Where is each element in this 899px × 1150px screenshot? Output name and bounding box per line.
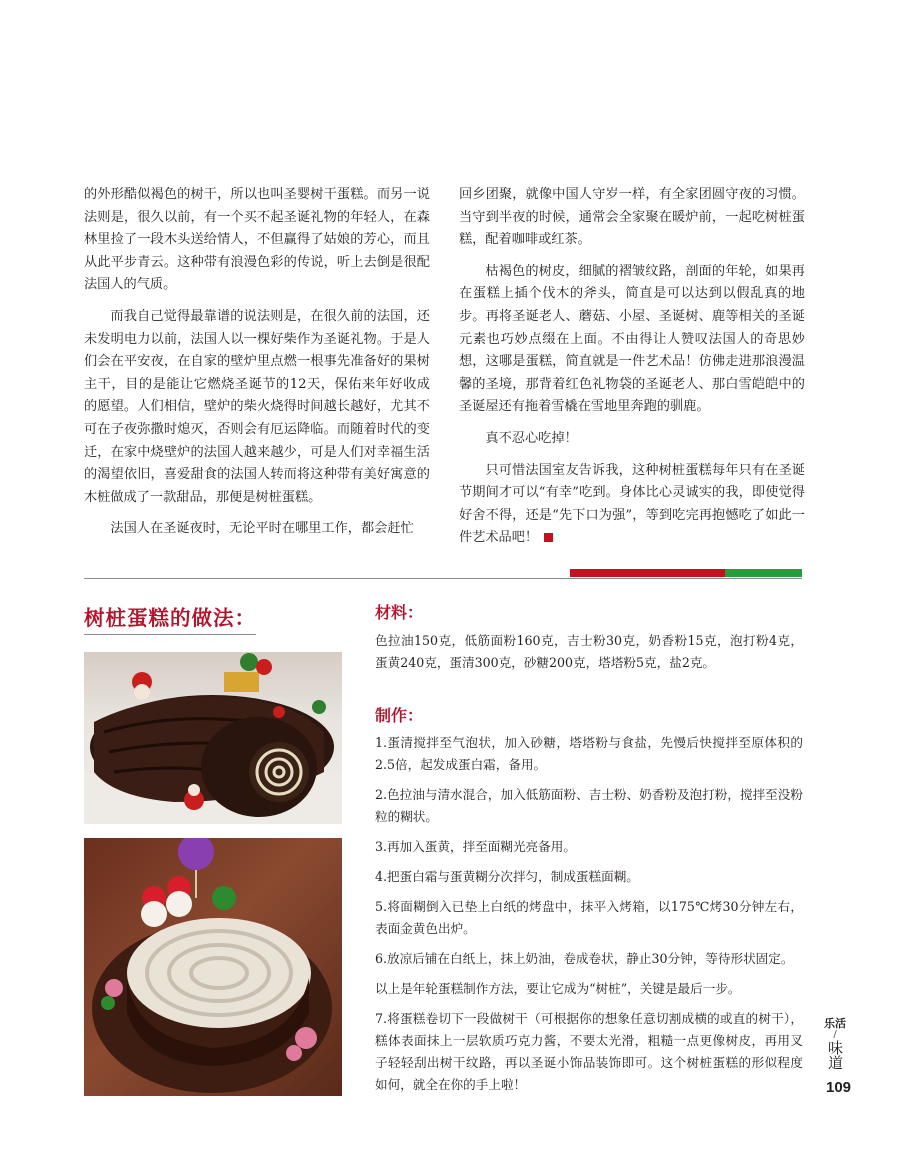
method-step: 6.放凉后铺在白纸上，抹上奶油，卷成卷状，静止30分钟，等待形状固定。 bbox=[375, 951, 794, 966]
method-note: 以上是年轮蛋糕制作方法，要让它成为“树桩”，关键是最后一步。 bbox=[375, 981, 741, 996]
article-left-column bbox=[84, 184, 430, 550]
article-paragraph: 回乡团聚，就像中国人守岁一样，有全家团圆守夜的习惯。当守到半夜的时候，通常会全家聚在暖炉前，一起吃树桩蛋糕，配着咖啡或红茶。 bbox=[459, 187, 805, 248]
section-label-bottom: 味道 bbox=[826, 1040, 844, 1070]
tree-stump-cake-photo bbox=[84, 838, 342, 1096]
end-mark-icon bbox=[544, 533, 553, 542]
section-divider bbox=[84, 578, 802, 579]
method-heading: 制作： bbox=[375, 706, 424, 725]
method-step: 3.再加入蛋黄，拌至面糊光亮备用。 bbox=[375, 839, 576, 854]
divider-green-band bbox=[725, 569, 802, 577]
method-step: 7.将蛋糕卷切下一段做树干（可根据你的想象任意切割成横的或直的树干），糕体表面抹上一层软质巧克力酱，不要太光滑，粗糙一点更像树皮，再用叉子轻轻刮出树干纹路，再以圣诞小饰品装饰即可。这个树桩蛋糕的形似程度如何，就全在你的手上啦！ bbox=[375, 1011, 803, 1092]
article-paragraph bbox=[459, 460, 805, 550]
method-step: 4.把蛋白霜与蛋黄糊分次拌匀，制成蛋糕面糊。 bbox=[375, 869, 639, 884]
article-paragraph: 而我自己觉得最靠谱的说法则是，在很久前的法国，还未发明电力以前，法国人以一棵好柴作为圣诞礼物。于是人们会在平安夜，在自家的壁炉里点燃一根事先准备好的果树主干，目的是能让它燃烧圣诞节的12天，保佑来年好收成的愿望。人们相信，壁炉的柴火烧得时间越长越好，尤其不可在子夜弥撒时熄灭，否则会有厄运降临。而随着时代的变迁，在家中烧壁炉的法国人越来越少，可是人们对幸福生活的渴望依旧，喜爱甜食的法国人转而将这种带有美好寓意的木桩做成了一款甜品，那便是树桩蛋糕。 bbox=[84, 308, 430, 505]
method-steps bbox=[375, 732, 803, 1104]
yule-log-cake-photo bbox=[84, 652, 342, 824]
materials-heading: 材料： bbox=[375, 603, 424, 622]
ingredients-text: 色拉油150克，低筋面粉160克，吉士粉30克，奶香粉15克，泡打粉4克，蛋黄240克，蛋清300克，砂糖200克，塔塔粉5克，盐2克。 bbox=[375, 633, 803, 670]
section-label bbox=[824, 1018, 846, 1070]
divider-red-band bbox=[570, 569, 725, 577]
method-step: 1.蛋清搅拌至气泡状，加入砂糖，塔塔粉与食盐，先慢后快搅拌至原体积的2.5倍，起发成蛋白霜，备用。 bbox=[375, 735, 803, 772]
method-step: 5.将面糊倒入已垫上白纸的烤盘中，抹平入烤箱，以175℃烤30分钟左右，表面金黄色出炉。 bbox=[375, 899, 803, 936]
page-number: 109 bbox=[826, 1079, 852, 1096]
article-paragraph: 枯褐色的树皮，细腻的褶皱纹路，剖面的年轮，如果再在蛋糕上插个伐木的斧头，简直是可以达到以假乱真的地步。再将圣诞老人、蘑菇、小屋、圣诞树、鹿等相关的圣诞元素也巧妙点缀在上面。不由得让人赞叹法国人的奇思妙想，这哪是蛋糕，简直就是一件艺术品！仿佛走进那浪漫温馨的圣境，那背着红色礼物袋的圣诞老人、那白雪皑皑中的圣诞屋还有拖着雪橇在雪地里奔跑的驯鹿。 bbox=[459, 263, 805, 415]
article-paragraph: 真不忍心吃掉！ bbox=[485, 430, 578, 446]
article-paragraph: 法国人在圣诞夜时，无论平时在哪里工作，都会赶忙 bbox=[110, 521, 414, 537]
section-label-separator: / bbox=[833, 1029, 837, 1040]
article-paragraph-text: 只可惜法国室友告诉我，这种树桩蛋糕每年只有在圣诞节期间才可以“有幸”吃到。身体比心灵诚实的我，即使觉得好舍不得，还是“先下口为强”，等到吃完再抱憾吃了如此一件艺术品吧！ bbox=[459, 462, 805, 546]
method-step: 2.色拉油与清水混合，加入低筋面粉、吉士粉、奶香粉及泡打粉，搅拌至没粉粒的糊状。 bbox=[375, 787, 803, 824]
article-right-column bbox=[459, 184, 805, 559]
section-label-top: 乐活 bbox=[824, 1017, 846, 1030]
recipe-title: 树桩蛋糕的做法： bbox=[84, 604, 256, 635]
article-paragraph: 的外形酷似褐色的树干，所以也叫圣婴树干蛋糕。而另一说法则是，很久以前，有一个买不起圣诞礼物的年轻人，在森林里捡了一段木头送给情人，不但赢得了姑娘的芳心，而且从此平步青云。这种带有浪漫色彩的传说，听上去倒是很配法国人的气质。 bbox=[84, 187, 430, 293]
